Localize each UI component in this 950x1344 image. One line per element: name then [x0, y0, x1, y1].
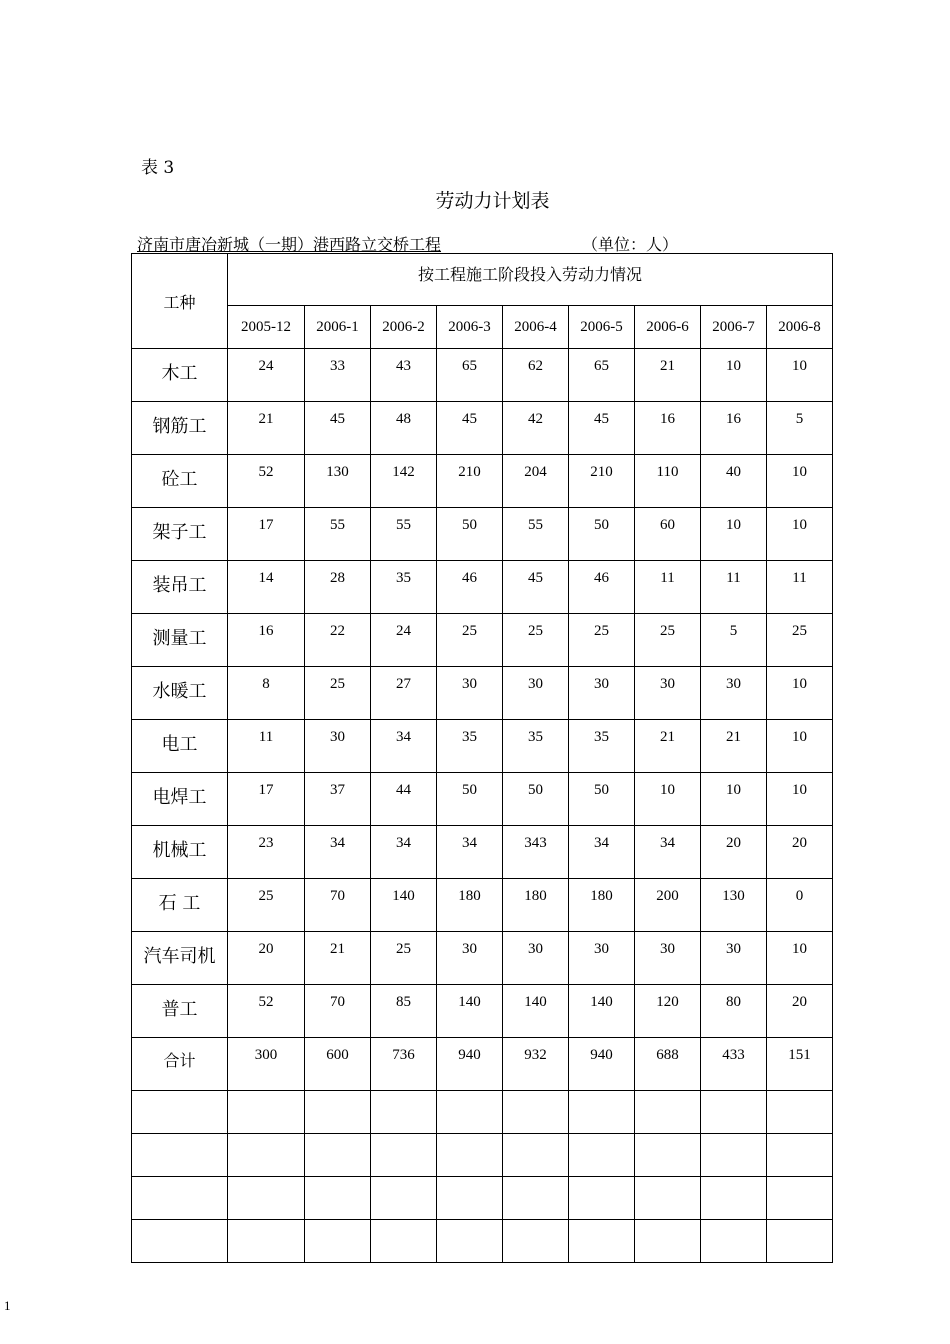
labor-count-cell: 46 — [437, 561, 503, 614]
empty-cell — [437, 1220, 503, 1263]
table-row — [132, 826, 833, 879]
labor-count-cell: 140 — [503, 985, 569, 1038]
labor-count-cell: 20 — [767, 826, 833, 879]
month-header: 2006-7 — [701, 306, 767, 349]
empty-cell — [371, 1091, 437, 1134]
labor-count-cell: 50 — [569, 773, 635, 826]
work-type-name: 钢筋工 — [132, 402, 228, 455]
project-name: 济南市唐冶新城（一期）港西路立交桥工程 — [137, 235, 442, 254]
labor-count-cell: 16 — [635, 402, 701, 455]
type-column-header: 工种 — [132, 254, 228, 349]
empty-row — [132, 1220, 833, 1263]
work-type-name: 石 工 — [132, 879, 228, 932]
labor-count-cell: 34 — [635, 826, 701, 879]
labor-count-cell: 433 — [701, 1038, 767, 1091]
empty-cell — [569, 1134, 635, 1177]
group-header: 按工程施工阶段投入劳动力情况 — [228, 254, 833, 306]
labor-count-cell: 60 — [635, 508, 701, 561]
labor-count-cell: 180 — [437, 879, 503, 932]
table-row — [132, 879, 833, 932]
labor-count-cell: 52 — [228, 455, 305, 508]
labor-count-cell: 25 — [371, 932, 437, 985]
labor-count-cell: 140 — [437, 985, 503, 1038]
table-row — [132, 402, 833, 455]
labor-count-cell: 30 — [701, 932, 767, 985]
month-header: 2006-2 — [371, 306, 437, 349]
labor-count-cell: 50 — [437, 773, 503, 826]
work-type-name: 装吊工 — [132, 561, 228, 614]
empty-cell — [228, 1177, 305, 1220]
labor-count-cell: 35 — [503, 720, 569, 773]
work-type-name: 机械工 — [132, 826, 228, 879]
labor-count-cell: 10 — [701, 508, 767, 561]
labor-count-cell: 22 — [305, 614, 371, 667]
labor-count-cell: 210 — [437, 455, 503, 508]
labor-count-cell: 21 — [635, 349, 701, 402]
empty-cell — [701, 1177, 767, 1220]
month-header: 2006-3 — [437, 306, 503, 349]
labor-count-cell: 932 — [503, 1038, 569, 1091]
empty-cell — [503, 1177, 569, 1220]
labor-count-cell: 35 — [371, 561, 437, 614]
empty-cell — [767, 1220, 833, 1263]
empty-cell — [437, 1134, 503, 1177]
labor-count-cell: 20 — [701, 826, 767, 879]
labor-count-cell: 23 — [228, 826, 305, 879]
empty-cell — [437, 1091, 503, 1134]
labor-count-cell: 300 — [228, 1038, 305, 1091]
empty-cell — [305, 1091, 371, 1134]
work-type-name: 水暖工 — [132, 667, 228, 720]
empty-cell — [767, 1091, 833, 1134]
labor-count-cell: 50 — [503, 773, 569, 826]
labor-count-cell: 940 — [437, 1038, 503, 1091]
work-type-name: 架子工 — [132, 508, 228, 561]
empty-cell — [132, 1220, 228, 1263]
labor-count-cell: 10 — [767, 667, 833, 720]
table-row — [132, 985, 833, 1038]
labor-count-cell: 33 — [305, 349, 371, 402]
labor-count-cell: 16 — [228, 614, 305, 667]
table-row — [132, 508, 833, 561]
labor-count-cell: 28 — [305, 561, 371, 614]
labor-count-cell: 10 — [701, 349, 767, 402]
labor-count-cell: 34 — [437, 826, 503, 879]
labor-count-cell: 11 — [228, 720, 305, 773]
work-type-name: 合计 — [132, 1038, 228, 1091]
labor-count-cell: 85 — [371, 985, 437, 1038]
empty-cell — [635, 1091, 701, 1134]
labor-count-cell: 10 — [767, 455, 833, 508]
empty-cell — [371, 1134, 437, 1177]
labor-count-cell: 151 — [767, 1038, 833, 1091]
labor-count-cell: 30 — [305, 720, 371, 773]
labor-count-cell: 34 — [305, 826, 371, 879]
labor-count-cell: 70 — [305, 879, 371, 932]
empty-row — [132, 1091, 833, 1134]
labor-count-cell: 11 — [767, 561, 833, 614]
empty-cell — [569, 1177, 635, 1220]
labor-count-cell: 24 — [228, 349, 305, 402]
labor-count-cell: 25 — [635, 614, 701, 667]
work-type-name: 木工 — [132, 349, 228, 402]
labor-count-cell: 25 — [228, 879, 305, 932]
table-row — [132, 349, 833, 402]
labor-count-cell: 43 — [371, 349, 437, 402]
labor-count-cell: 10 — [767, 932, 833, 985]
labor-count-cell: 600 — [305, 1038, 371, 1091]
labor-count-cell: 130 — [305, 455, 371, 508]
empty-cell — [305, 1134, 371, 1177]
month-header: 2006-8 — [767, 306, 833, 349]
empty-cell — [228, 1220, 305, 1263]
labor-count-cell: 110 — [635, 455, 701, 508]
empty-cell — [371, 1220, 437, 1263]
labor-count-cell: 25 — [569, 614, 635, 667]
labor-count-cell: 62 — [503, 349, 569, 402]
labor-count-cell: 142 — [371, 455, 437, 508]
work-type-name: 测量工 — [132, 614, 228, 667]
labor-count-cell: 10 — [635, 773, 701, 826]
empty-cell — [305, 1177, 371, 1220]
labor-count-cell: 940 — [569, 1038, 635, 1091]
labor-count-cell: 52 — [228, 985, 305, 1038]
labor-count-cell: 0 — [767, 879, 833, 932]
table-row — [132, 773, 833, 826]
labor-count-cell: 210 — [569, 455, 635, 508]
labor-count-cell: 70 — [305, 985, 371, 1038]
empty-cell — [503, 1091, 569, 1134]
labor-count-cell: 736 — [371, 1038, 437, 1091]
labor-count-cell: 45 — [569, 402, 635, 455]
empty-cell — [767, 1177, 833, 1220]
labor-count-cell: 21 — [701, 720, 767, 773]
labor-count-cell: 34 — [371, 826, 437, 879]
labor-count-cell: 48 — [371, 402, 437, 455]
empty-cell — [132, 1091, 228, 1134]
labor-count-cell: 204 — [503, 455, 569, 508]
page-number: 1 — [4, 1298, 11, 1313]
empty-cell — [228, 1134, 305, 1177]
empty-cell — [371, 1177, 437, 1220]
work-type-name: 普工 — [132, 985, 228, 1038]
labor-count-cell: 5 — [701, 614, 767, 667]
empty-cell — [767, 1134, 833, 1177]
labor-count-cell: 50 — [569, 508, 635, 561]
labor-count-cell: 140 — [371, 879, 437, 932]
labor-count-cell: 17 — [228, 773, 305, 826]
labor-count-cell: 25 — [767, 614, 833, 667]
labor-count-cell: 30 — [437, 667, 503, 720]
labor-count-cell: 65 — [569, 349, 635, 402]
table-row — [132, 561, 833, 614]
labor-count-cell: 25 — [305, 667, 371, 720]
labor-count-cell: 8 — [228, 667, 305, 720]
empty-cell — [701, 1091, 767, 1134]
labor-count-cell: 30 — [569, 667, 635, 720]
labor-count-cell: 343 — [503, 826, 569, 879]
document-title: 劳动力计划表 — [435, 190, 550, 212]
empty-cell — [701, 1220, 767, 1263]
labor-count-cell: 35 — [437, 720, 503, 773]
labor-count-cell: 21 — [635, 720, 701, 773]
month-header: 2006-6 — [635, 306, 701, 349]
labor-count-cell: 40 — [701, 455, 767, 508]
labor-count-cell: 130 — [701, 879, 767, 932]
labor-count-cell: 24 — [371, 614, 437, 667]
empty-cell — [503, 1220, 569, 1263]
empty-cell — [635, 1220, 701, 1263]
table-row — [132, 455, 833, 508]
labor-count-cell: 10 — [767, 508, 833, 561]
labor-count-cell: 21 — [228, 402, 305, 455]
labor-count-cell: 200 — [635, 879, 701, 932]
labor-count-cell: 10 — [767, 349, 833, 402]
labor-count-cell: 45 — [305, 402, 371, 455]
labor-count-cell: 10 — [767, 720, 833, 773]
labor-count-cell: 30 — [635, 932, 701, 985]
work-type-name: 电工 — [132, 720, 228, 773]
labor-count-cell: 55 — [305, 508, 371, 561]
empty-cell — [569, 1091, 635, 1134]
empty-cell — [305, 1220, 371, 1263]
labor-count-cell: 11 — [635, 561, 701, 614]
labor-count-cell: 140 — [569, 985, 635, 1038]
table-row — [132, 932, 833, 985]
work-type-name: 汽车司机 — [132, 932, 228, 985]
labor-count-cell: 120 — [635, 985, 701, 1038]
labor-count-cell: 30 — [503, 667, 569, 720]
empty-row — [132, 1177, 833, 1220]
labor-count-cell: 5 — [767, 402, 833, 455]
labor-count-cell: 34 — [569, 826, 635, 879]
labor-count-cell: 44 — [371, 773, 437, 826]
month-header: 2006-4 — [503, 306, 569, 349]
labor-count-cell: 35 — [569, 720, 635, 773]
month-header: 2006-1 — [305, 306, 371, 349]
month-header: 2005-12 — [228, 306, 305, 349]
empty-cell — [635, 1134, 701, 1177]
labor-count-cell: 42 — [503, 402, 569, 455]
work-type-name: 电焊工 — [132, 773, 228, 826]
unit-label: （单位：人） — [582, 235, 679, 254]
empty-cell — [701, 1134, 767, 1177]
empty-cell — [569, 1220, 635, 1263]
labor-count-cell: 10 — [767, 773, 833, 826]
labor-count-cell: 180 — [503, 879, 569, 932]
empty-cell — [635, 1177, 701, 1220]
labor-count-cell: 45 — [437, 402, 503, 455]
table-row — [132, 720, 833, 773]
empty-row — [132, 1134, 833, 1177]
labor-count-cell: 688 — [635, 1038, 701, 1091]
labor-count-cell: 37 — [305, 773, 371, 826]
empty-cell — [503, 1134, 569, 1177]
month-header: 2006-5 — [569, 306, 635, 349]
labor-count-cell: 180 — [569, 879, 635, 932]
labor-count-cell: 80 — [701, 985, 767, 1038]
labor-plan-table — [131, 253, 833, 1263]
labor-count-cell: 27 — [371, 667, 437, 720]
labor-count-cell: 11 — [701, 561, 767, 614]
labor-count-cell: 34 — [371, 720, 437, 773]
empty-cell — [228, 1091, 305, 1134]
labor-count-cell: 25 — [503, 614, 569, 667]
labor-count-cell: 55 — [371, 508, 437, 561]
labor-count-cell: 30 — [635, 667, 701, 720]
total-row — [132, 1038, 833, 1091]
labor-count-cell: 20 — [767, 985, 833, 1038]
table-label: 表 3 — [141, 158, 175, 178]
labor-count-cell: 30 — [569, 932, 635, 985]
labor-count-cell: 45 — [503, 561, 569, 614]
table-row — [132, 667, 833, 720]
labor-count-cell: 20 — [228, 932, 305, 985]
labor-count-cell: 30 — [503, 932, 569, 985]
labor-count-cell: 25 — [437, 614, 503, 667]
empty-cell — [132, 1134, 228, 1177]
labor-count-cell: 17 — [228, 508, 305, 561]
months-header-row — [132, 306, 833, 349]
empty-cell — [437, 1177, 503, 1220]
work-type-name: 砼工 — [132, 455, 228, 508]
labor-count-cell: 16 — [701, 402, 767, 455]
labor-count-cell: 21 — [305, 932, 371, 985]
labor-count-cell: 14 — [228, 561, 305, 614]
labor-count-cell: 30 — [701, 667, 767, 720]
labor-count-cell: 10 — [701, 773, 767, 826]
empty-cell — [132, 1177, 228, 1220]
labor-count-cell: 30 — [437, 932, 503, 985]
labor-count-cell: 55 — [503, 508, 569, 561]
table-row — [132, 614, 833, 667]
labor-count-cell: 65 — [437, 349, 503, 402]
labor-count-cell: 46 — [569, 561, 635, 614]
labor-count-cell: 50 — [437, 508, 503, 561]
